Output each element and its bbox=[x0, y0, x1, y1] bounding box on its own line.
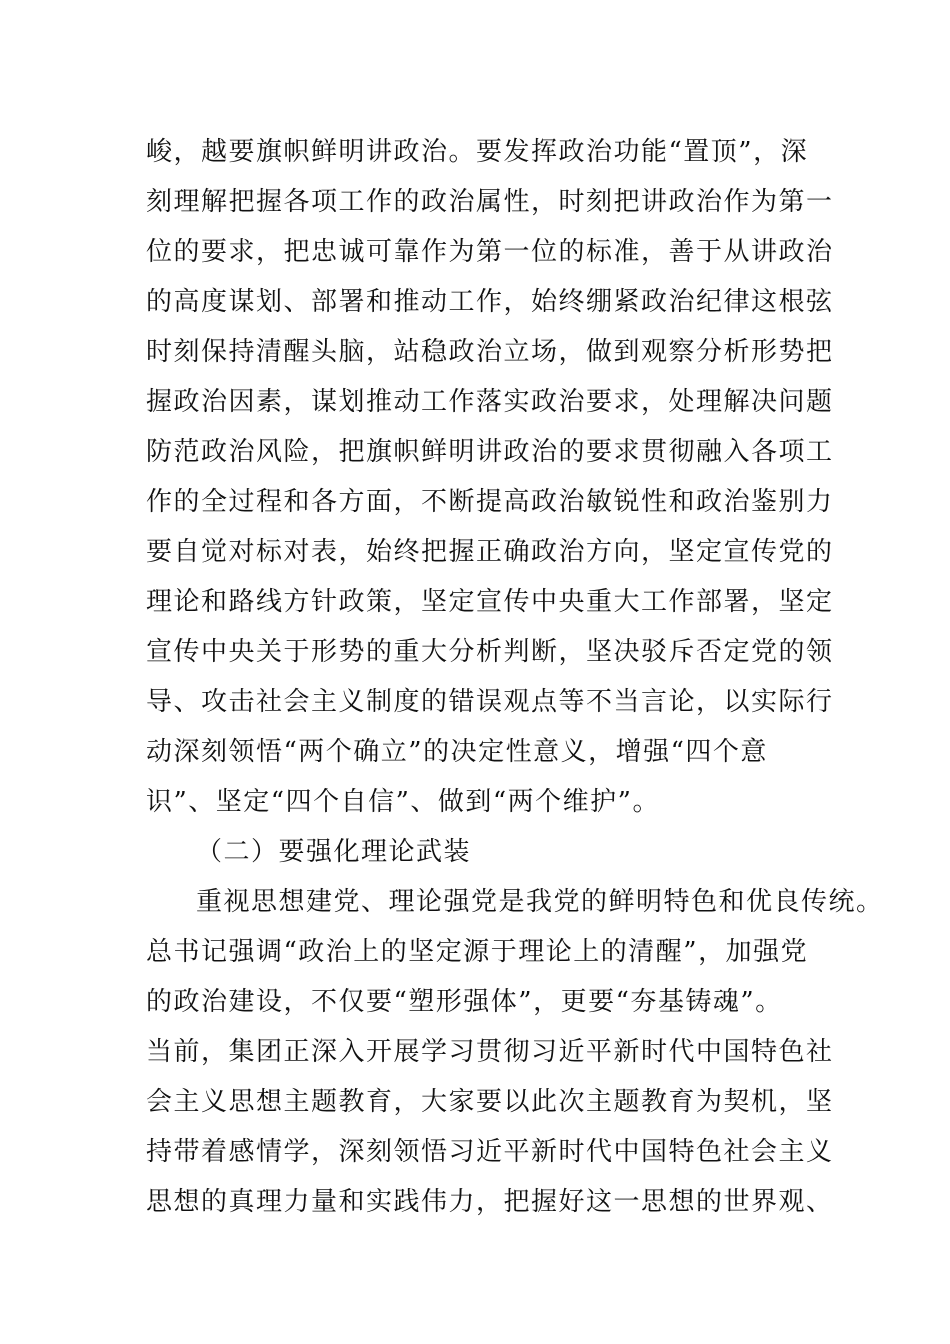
body-text bbox=[146, 127, 884, 1227]
text-line: 总书记强调“政治上的坚定源于理论上的清醒”，加强党 bbox=[146, 937, 809, 967]
text-line: 动深刻领悟“两个确立”的决定性意义，增强“四个意 bbox=[146, 737, 768, 767]
text-line: 峻，越要旗帜鲜明讲政治。要发挥政治功能“置顶”，深 bbox=[146, 137, 809, 167]
text-line: 防范政治风险，把旗帜鲜明讲政治的要求贯彻融入各项工 bbox=[146, 437, 834, 467]
paragraph-first-line: 重视思想建党、理论强党是我党的鲜明特色和优良传统。 bbox=[196, 887, 884, 917]
text-line: 的政治建设，不仅要“塑形强体”，更要“夯基铸魂”。 bbox=[146, 987, 783, 1017]
text-line: 的高度谋划、部署和推动工作，始终绷紧政治纪律这根弦 bbox=[146, 287, 834, 317]
text-line: 要自觉对标对表，始终把握正确政治方向，坚定宣传党的 bbox=[146, 537, 834, 567]
text-line: 识”、坚定“四个自信”、做到“两个维护”。 bbox=[146, 787, 660, 817]
text-line: 位的要求，把忠诚可靠作为第一位的标准，善于从讲政治 bbox=[146, 237, 834, 267]
text-line: 握政治因素，谋划推动工作落实政治要求，处理解决问题 bbox=[146, 387, 834, 417]
text-line: 刻理解把握各项工作的政治属性，时刻把讲政治作为第一 bbox=[146, 187, 834, 217]
section-heading: （二）要强化理论武装 bbox=[196, 837, 472, 867]
text-line: 思想的真理力量和实践伟力，把握好这一思想的世界观、 bbox=[146, 1187, 834, 1217]
text-line: 当前，集团正深入开展学习贯彻习近平新时代中国特色社 bbox=[146, 1037, 834, 1067]
text-line: 宣传中央关于形势的重大分析判断，坚决驳斥否定党的领 bbox=[146, 637, 834, 667]
text-line: 会主义思想主题教育，大家要以此次主题教育为契机，坚 bbox=[146, 1087, 834, 1117]
text-line: 理论和路线方针政策，坚定宣传中央重大工作部署，坚定 bbox=[146, 587, 834, 617]
text-line: 时刻保持清醒头脑，站稳政治立场，做到观察分析形势把 bbox=[146, 337, 834, 367]
text-line: 作的全过程和各方面，不断提高政治敏锐性和政治鉴别力 bbox=[146, 487, 834, 517]
text-line: 持带着感情学，深刻领悟习近平新时代中国特色社会主义 bbox=[146, 1137, 834, 1167]
text-line: 导、攻击社会主义制度的错误观点等不当言论，以实际行 bbox=[146, 687, 834, 717]
